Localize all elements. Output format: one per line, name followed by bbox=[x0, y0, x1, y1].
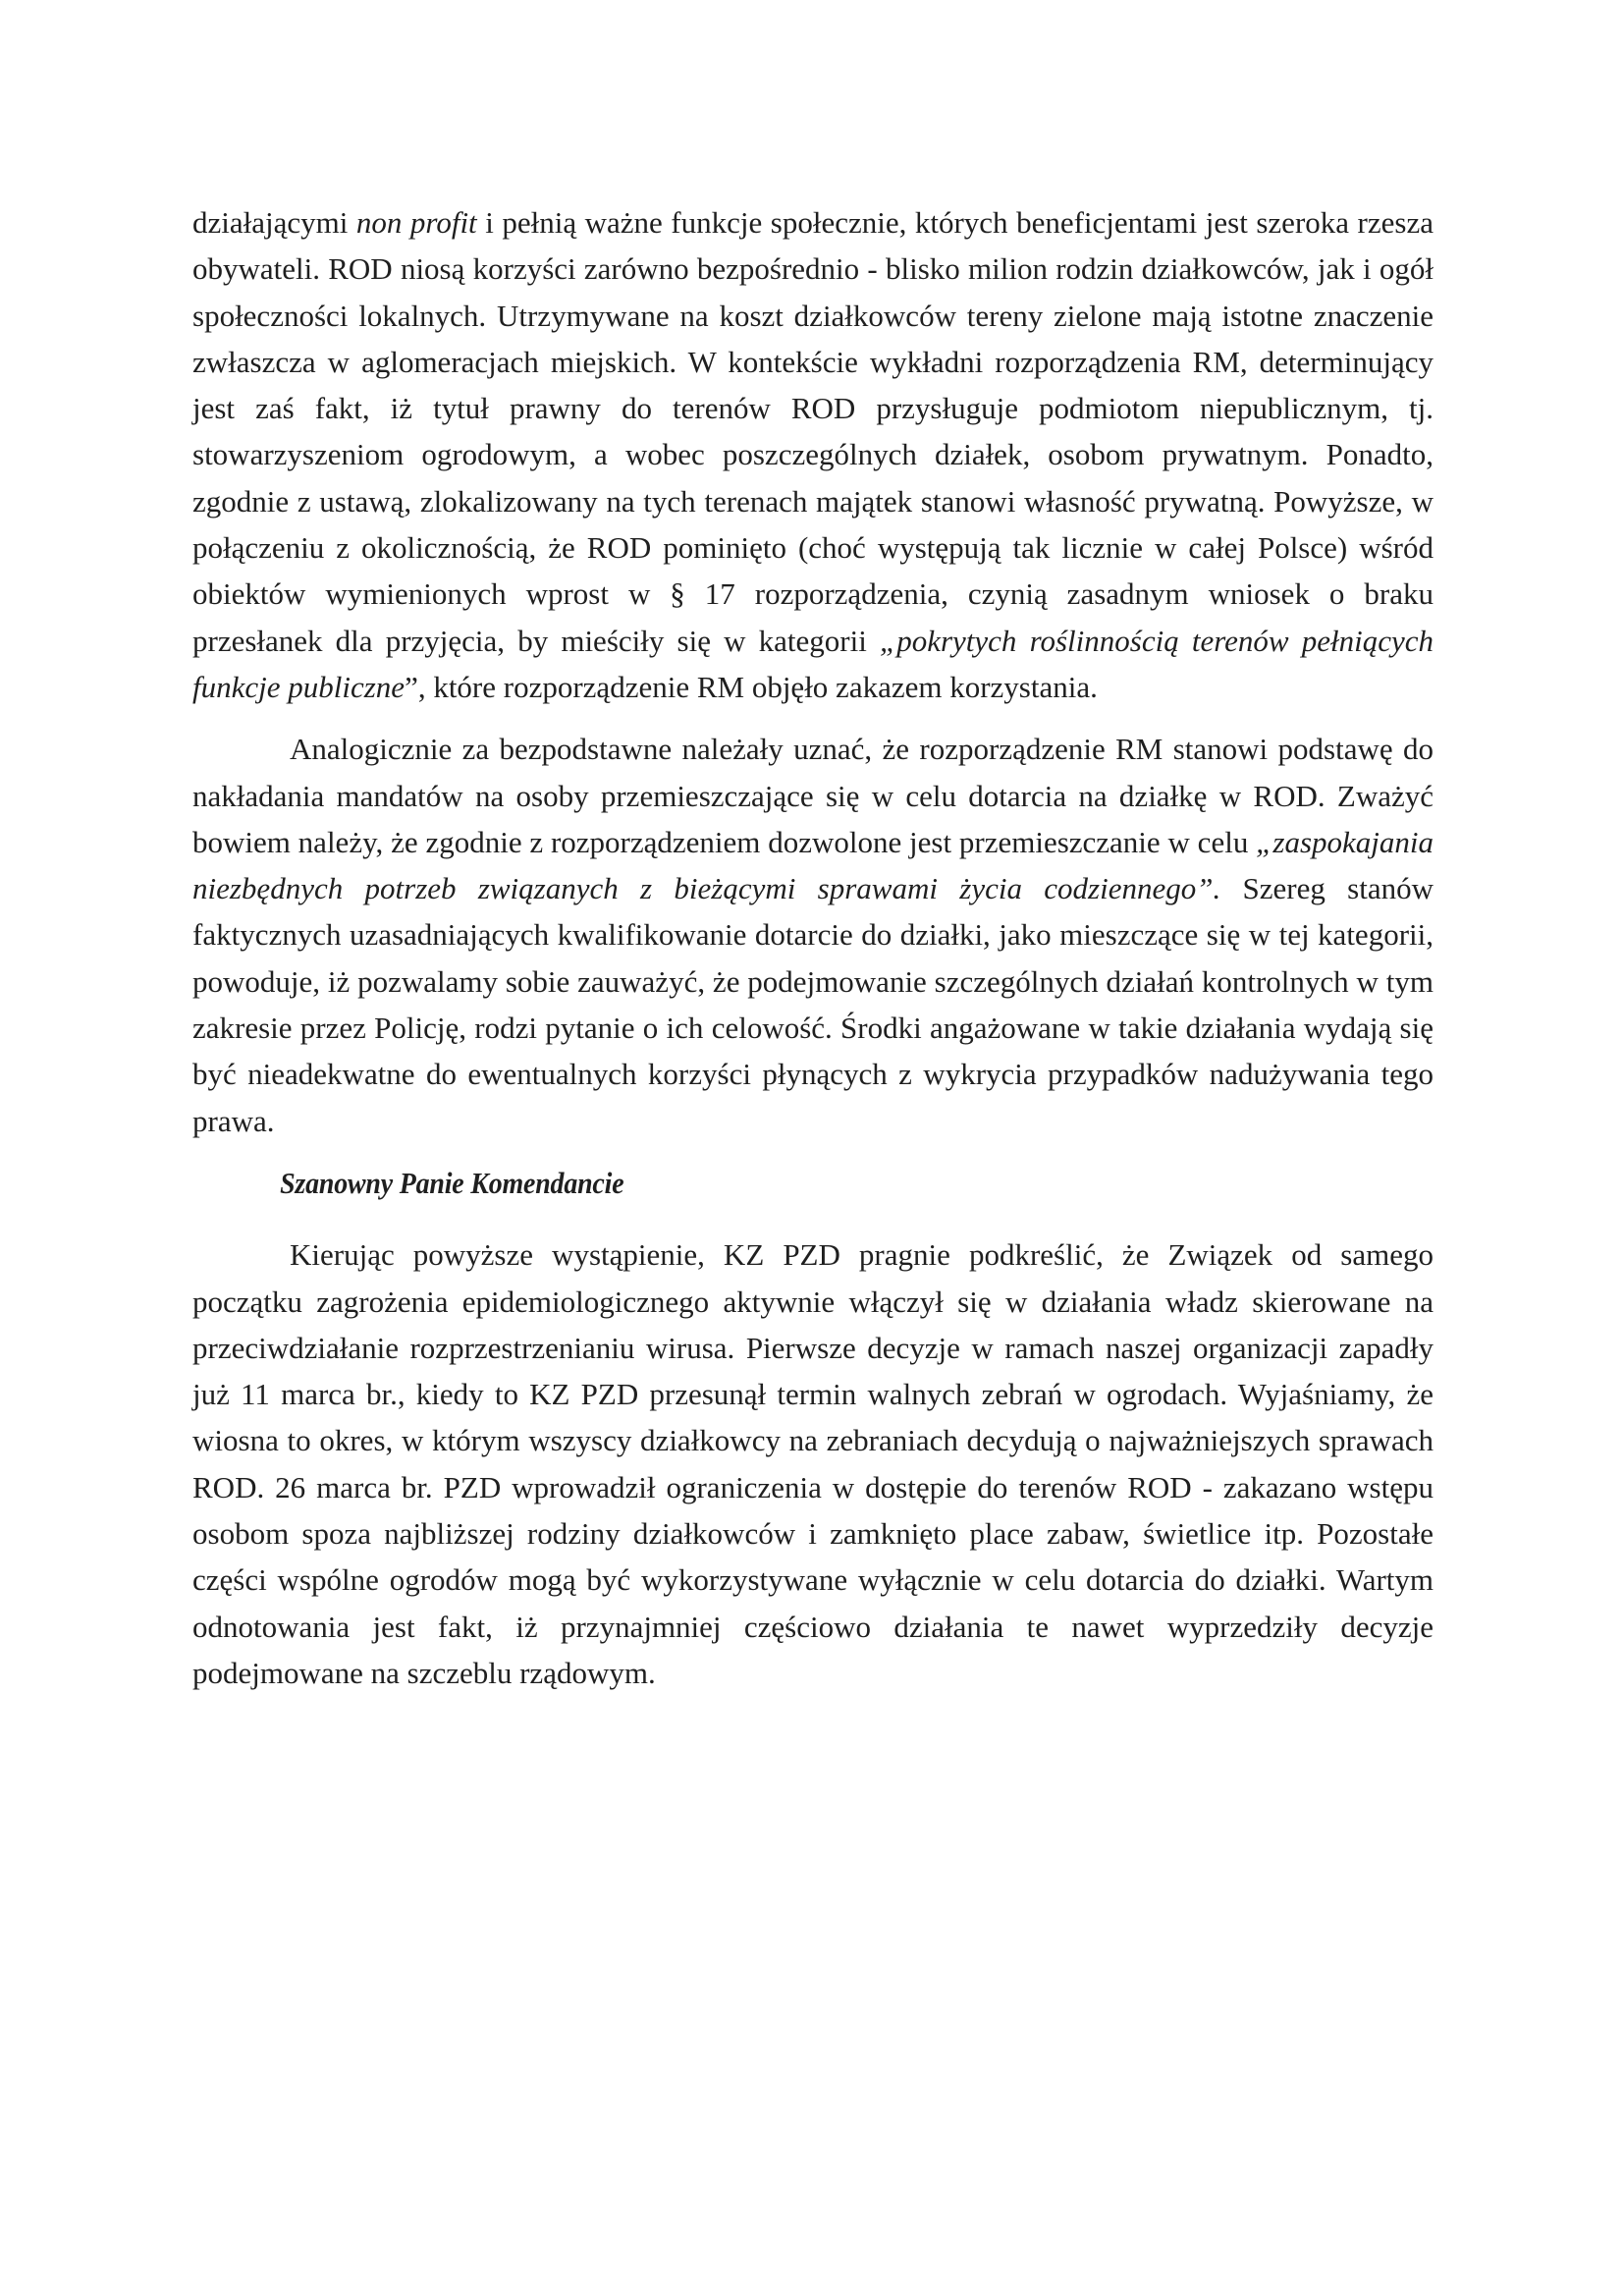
paragraph-text: działającymi bbox=[192, 205, 356, 240]
paragraph-text: Kierując powyższe wystąpienie, KZ PZD pragnie podkreślić, że Związek od samego początku zagrożenia epidemiologicznego aktywnie włączył się w działania władz skierowane na przeciwdziałanie rozprzestrzenianiu wirusa. Pierwsze decyzje w ramach naszej organizacji zapadły już 11 marca br., kiedy to KZ PZD przesunął termin walnych zebrań w ogrodach. Wyjaśniamy, że wiosna to okres, w którym wszyscy działkowcy na zebraniach decydują o najważniejszych sprawach ROD. 26 marca br. PZD wprowadził ograniczenia w dostępie do terenów ROD - zakazano wstępu osobom spoza najbliższej rodziny działkowców i zamknięto place zabaw, świetlice itp. Pozostałe części wspólne ogrodów mogą być wykorzystywane wyłącznie w celu dotarcia do działki. Wartym odnotowania jest fakt, iż przynajmniej częściowo działania te nawet wyprzedziły decyzje podejmowane na szczeblu rządowym. bbox=[192, 1237, 1434, 1690]
paragraph-rod-non-profit bbox=[192, 199, 1434, 710]
salutation-heading: Szanowny Panie Komendancie bbox=[280, 1165, 624, 1200]
paragraph-text: ”, które rozporządzenie RM objęło zakazem korzystania. bbox=[405, 669, 1098, 704]
italic-quote-public-green-areas: „pokrytych roślinnością terenów pełniących funkcje publiczne bbox=[192, 623, 1434, 704]
italic-quote-daily-needs: „zaspokajania niezbędnych potrzeb związanych z bieżącymi sprawami życia codziennego”. bbox=[192, 824, 1434, 906]
paragraph-text: Szereg stanów faktycznych uzasadniających kwalifikowanie dotarcie do działki, jako mieszczące się w tej kategorii, powoduje, iż pozwalamy sobie zauważyć, że podejmowanie szczególnych działań kontrolnych w tym zakresie przez Policję, rodzi pytanie o ich celowość. Środki angażowane w takie działania wydają się być nieadekwatne do ewentualnych korzyści płynących z wykrycia przypadków nadużywania tego prawa. bbox=[192, 871, 1434, 1138]
paragraph-pzd-actions bbox=[192, 1231, 1434, 1696]
paragraph-text: Analogicznie za bezpodstawne należały uznać, że rozporządzenie RM stanowi podstawę do nakładania mandatów na osoby przemieszczające się w celu dotarcia na działkę w ROD. Zważyć bowiem należy, że zgodnie z rozporządzeniem dozwolone jest przemieszczanie w celu bbox=[192, 732, 1434, 859]
italic-term-non-profit: non profit bbox=[355, 205, 477, 240]
paragraph-fines-unfounded bbox=[192, 726, 1434, 1144]
document-page bbox=[192, 199, 1434, 1712]
paragraph-text: i pełnią ważne funkcje społecznie, których beneficjentami jest szeroka rzesza obywateli. ROD niosą korzyści zarówno bezpośrednio - blisko milion rodzin działkowców, jak i ogół społeczności lokalnych. Utrzymywane na koszt działkowców tereny zielone mają istotne znaczenie zwłaszcza w aglomeracjach miejskich. W kontekście wykładni rozporządzenia RM, determinujący jest zaś fakt, iż tytuł prawny do terenów ROD przysługuje podmiotom niepublicznym, tj. stowarzyszeniom ogrodowym, a wobec poszczególnych działek, osobom prywatnym. Ponadto, zgodnie z ustawą, zlokalizowany na tych terenach majątek stanowi własność prywatną. Powyższe, w połączeniu z okolicznością, że ROD pominięto (choć występują tak licznie w całej Polsce) wśród obiektów wymienionych wprost w § 17 rozporządzenia, czynią zasadnym wniosek o braku przesłanek dla przyjęcia, by mieściły się w kategorii bbox=[192, 205, 1434, 658]
